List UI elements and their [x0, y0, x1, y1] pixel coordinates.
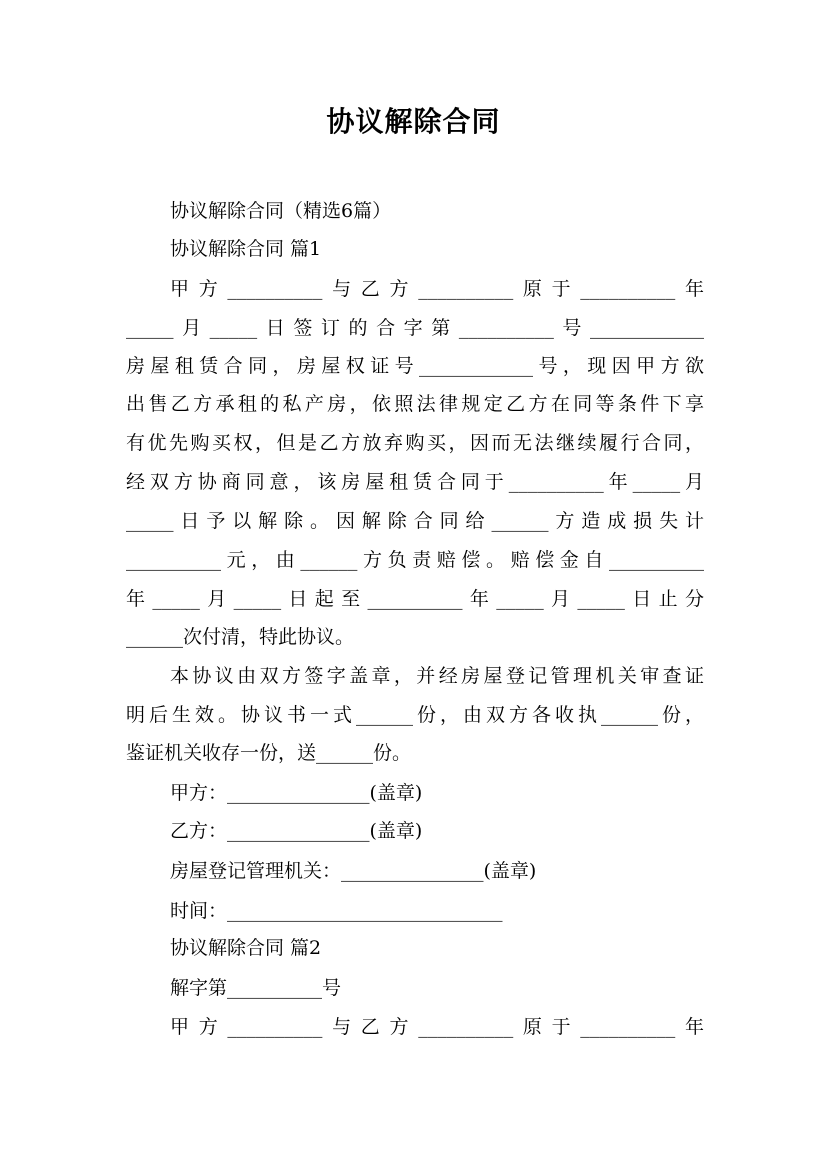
paragraph-line: 房屋租赁合同，房屋权证号____________号，现因甲方欲: [126, 355, 704, 377]
paragraph-line: 经双方协商同意，该房屋租赁合同于__________年_____月: [126, 471, 704, 493]
signature-date: 时间：_____________________________: [170, 900, 503, 922]
paragraph-line: 鉴证机关收存一份，送______份。: [126, 742, 412, 764]
paragraph-line: _____月_____日签订的合字第__________号____________: [126, 317, 704, 339]
paragraph-line: 解字第__________号: [170, 977, 342, 999]
signature-party-a: 甲方：_______________(盖章): [170, 782, 423, 804]
paragraph-line: 年_____月_____日起至__________年_____月_____日止分: [126, 588, 704, 610]
signature-party-b: 乙方：_______________(盖章): [170, 820, 423, 842]
paragraph-line: 出售乙方承租的私产房，依照法律规定乙方在同等条件下享: [126, 393, 704, 415]
section-heading-1: 协议解除合同 篇1: [170, 238, 322, 260]
signature-authority: 房屋登记管理机关：_______________(盖章): [170, 860, 537, 882]
paragraph-line: _____日予以解除。因解除合同给______方造成损失计: [126, 510, 704, 532]
section-heading-2: 协议解除合同 篇2: [170, 937, 322, 959]
document-title: 协议解除合同: [326, 105, 501, 138]
paragraph-line: 明后生效。协议书一式______份，由双方各收执______份，: [126, 704, 704, 726]
paragraph-line: ______次付清，特此协议。: [126, 626, 355, 648]
paragraph-line: __________元，由______方负责赔偿。赔偿金自__________: [126, 549, 704, 571]
subtitle: 协议解除合同（精选6篇）: [170, 200, 392, 222]
paragraph-line: 本协议由双方签字盖章，并经房屋登记管理机关审查证: [170, 665, 704, 687]
paragraph-line: 甲方__________与乙方__________原于__________年: [170, 278, 704, 300]
paragraph-line: 有优先购买权，但是乙方放弃购买，因而无法继续履行合同，: [126, 432, 704, 454]
paragraph-line: 甲方__________与乙方__________原于__________年: [170, 1016, 704, 1038]
